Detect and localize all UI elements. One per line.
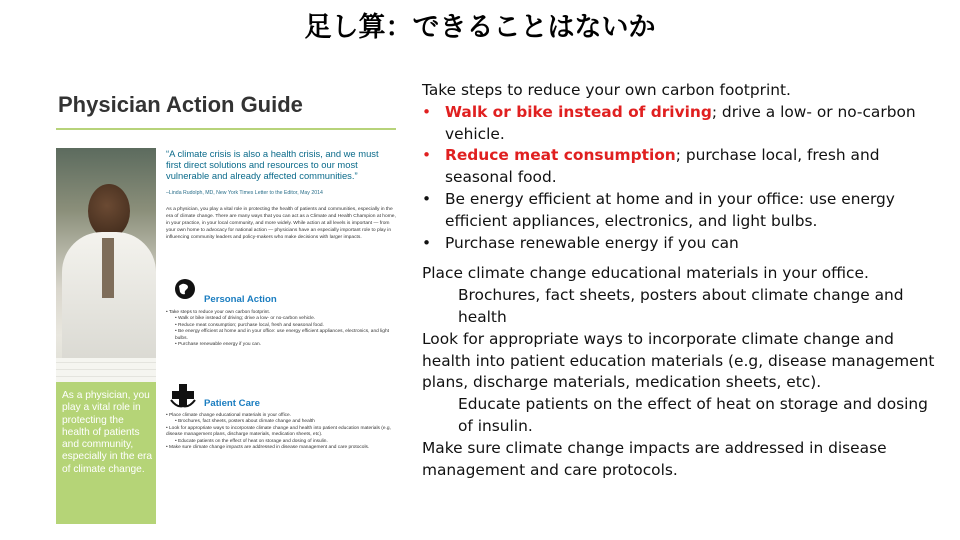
globe-icon [172,276,198,302]
personal-action-list [166,310,398,348]
list-item: • Place climate change educational materials in your office. [166,413,398,419]
bullet-text: Purchase renewable energy if you can [445,233,739,252]
list-item [422,233,942,255]
list-item: • Educate patients on the effect of heat on storage and dosing of insulin. [166,439,398,445]
action-text [422,80,942,481]
guide-divider [56,128,396,130]
list-item: • Purchase renewable energy if you can. [166,342,398,348]
list-item: • Brochures, fact sheets, posters about climate change and health [166,419,398,425]
quote-attribution: –Linda Rudolph, MD, New York Times Letter to the Editor, May 2014 [166,190,323,196]
carbon-footprint-intro: Take steps to reduce your own carbon footprint. [422,81,791,99]
list-item [422,189,942,233]
bullet-icon: • [422,102,432,121]
list-item: • Reduce meat consumption; purchase local, fresh and seasonal food. [166,323,398,329]
educate-text: Educate patients on the effect of heat on storage and dosing of insulin. [458,395,928,435]
highlight-text: Reduce meat consumption [445,146,676,165]
list-item: • Take steps to reduce your own carbon footprint. [166,310,398,316]
callout-text: As a physician, you play a vital role in protecting the health of patients and community, especially in the era of climate change. [62,390,153,475]
list-item: • Look for appropriate ways to incorporate climate change and health into patient education materials (e.g, disease management plans, discharge materials, medication sheets, etc). [166,426,398,439]
guide-quote: “A climate crisis is also a health crisis, and we must first direct solutions and resources to our most vulnerable and already affected communities.” [166,148,379,182]
personal-action-heading: Personal Action [204,294,277,305]
list-item: • Make sure climate change impacts are addressed in disease management and care protocols. [166,445,398,451]
list-item: • Be energy efficient at home and in your office: use energy efficient appliances, electronics, and light bulbs. [166,329,398,342]
guide-intro: As a physician, you play a vital role in protecting the health of patients and communities, especially in the era of climate change. There are many ways that you can act as a Climate and Health Champion at home, in your practice, in your local community, and more widely. While action at all levels is important — from your own home to advocacy for national action — physicians have an especially important role to play in influencing community leaders and policy-makers who make decisions with larger impacts. [166,207,396,240]
guide-title: Physician Action Guide [58,92,303,117]
list-item: • Walk or bike instead of driving; drive a low- or no-carbon vehicle. [166,316,398,322]
patient-care-list [166,413,398,451]
bullet-text: ; purchase local, fresh and seasonal food. [445,146,880,187]
bullet-text: Be energy efficient at home and in your office: use energy efficient appliances, electronics, and light bulbs. [445,189,895,230]
patient-care-heading: Patient Care [204,398,260,409]
bullet-icon: • [422,189,432,208]
list-item [422,145,942,189]
slide-title: 足し算：できることはないか [304,12,656,43]
look-for-text: Look for appropriate ways to incorporate climate change and health into patient education materials (e.g, disease management plans, discharge materials, medication sheets, etc). [422,329,935,392]
make-sure-text: Make sure climate change impacts are addressed in disease management and care protocols. [422,438,887,479]
list-item [422,102,942,146]
highlight-text: Walk or bike instead of driving [445,102,712,121]
brochures-text: Brochures, fact sheets, posters about climate change and health [458,286,904,326]
callout-box [56,382,156,524]
bullet-text: ; drive a low- or no-carbon vehicle. [445,102,916,143]
action-bullet-list [422,102,942,255]
bullet-icon: • [422,146,432,165]
place-materials-text: Place climate change educational materials in your office. [422,264,869,283]
physician-action-guide-image [56,86,398,524]
bullet-icon: • [422,233,432,252]
medical-cross-icon [170,382,196,408]
